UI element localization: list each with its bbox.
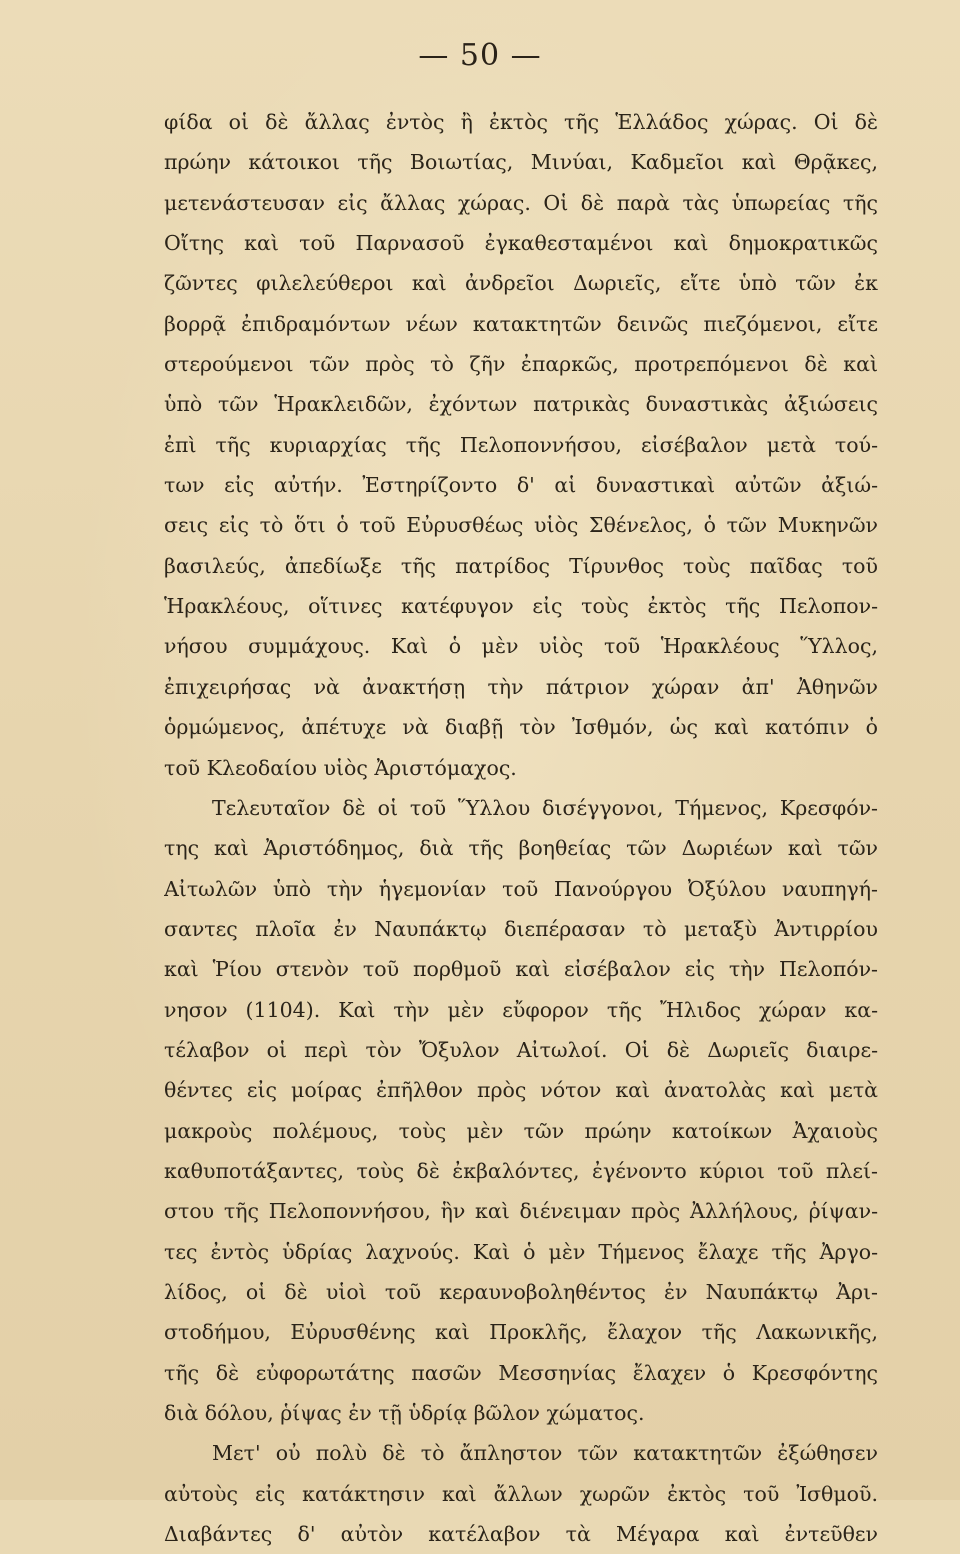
- text-line: τέλαβον οἱ περὶ τὸν Ὄξυλον Αἰτωλοί. Οἱ δὲ Δωριεῖς διαιρε-: [164, 1037, 878, 1062]
- text-line: Αἰτωλῶν ὑπὸ τὴν ἡγεμονίαν τοῦ Πανούργου Ὀξύλου ναυπηγή-: [164, 876, 878, 901]
- text-line: αὐτοὺς εἰς κατάκτησιν καὶ ἄλλων χωρῶν ἐκτὸς τοῦ Ἰσθμοῦ.: [164, 1481, 878, 1506]
- text-line: πρώην κάτοικοι τῆς Βοιωτίας, Μινύαι, Καδμεῖοι καὶ Θρᾷκες,: [164, 150, 878, 175]
- text-line: τῆς δὲ εὐφορωτάτης πασῶν Μεσσηνίας ἔλαχεν ὁ Κρεσφόντης: [164, 1360, 878, 1385]
- text-line: στου τῆς Πελοποννήσου, ἣν καὶ διένειμαν πρὸς Ἀλλήλους, ῥίψαν-: [164, 1199, 878, 1224]
- text-line: διὰ δόλου, ῥίψας ἐν τῇ ὑδρίᾳ βῶλον χώματος.: [164, 1401, 645, 1425]
- text-line: τοῦ Κλεοδαίου υἱὸς Ἀριστόμαχος.: [164, 755, 517, 780]
- text-line: ἐπιχειρήσας νὰ ἀνακτήσῃ τὴν πάτριον χώραν ἀπ' Ἀθηνῶν: [164, 674, 878, 699]
- text-line: φίδα οἱ δὲ ἄλλας ἐντὸς ἢ ἐκτὸς τῆς Ἑλλάδος χώρας. Οἱ δὲ: [164, 110, 878, 134]
- page-number: — 50 —: [418, 38, 542, 73]
- text-line: Διαβάντες δ' αὐτὸν κατέλαβον τὰ Μέγαρα καὶ ἐντεῦθεν: [164, 1522, 878, 1547]
- text-line: θέντες εἰς μοίρας ἐπῆλθον πρὸς νότον καὶ ἀνατολὰς καὶ μετὰ: [164, 1078, 878, 1103]
- text-line: τες ἐντὸς ὑδρίας λαχνούς. Καὶ ὁ μὲν Τήμενος ἔλαχε τῆς Ἀργο-: [164, 1239, 878, 1264]
- text-line: στοδήμου, Εὐρυσθένης καὶ Προκλῆς, ἔλαχον τῆς Λακωνικῆς,: [164, 1320, 878, 1345]
- text-line: Οἴτης καὶ τοῦ Παρνασοῦ ἐγκαθεσταμένοι καὶ δημοκρατικῶς: [164, 231, 878, 256]
- text-line: της καὶ Ἀριστόδημος, διὰ τῆς βοηθείας τῶν Δωριέων καὶ τῶν: [164, 836, 878, 861]
- text-line: των εἰς αὐτήν. Ἐστηρίζοντο δ' αἱ δυναστικαὶ αὐτῶν ἀξιώ-: [164, 473, 878, 498]
- text-line: μακροὺς πολέμους, τοὺς μὲν τῶν πρώην κατοίκων Ἀχαιοὺς: [164, 1118, 878, 1143]
- text-line: σαντες πλοῖα ἐν Ναυπάκτῳ διεπέρασαν τὸ μεταξὺ Ἀντιρρίου: [164, 916, 878, 941]
- text-line: βορρᾷ ἐπιδραμόντων νέων κατακτητῶν δεινῶς πιεζόμενοι, εἴτε: [164, 311, 878, 336]
- text-line: βασιλεύς, ἀπεδίωξε τῆς πατρίδος Τίρυνθος τοὺς παῖδας τοῦ: [164, 553, 878, 578]
- text-line: ὁρμώμενος, ἀπέτυχε νὰ διαβῇ τὸν Ἰσθμόν, ὡς καὶ κατόπιν ὁ: [164, 715, 878, 740]
- text-line: μετενάστευσαν εἰς ἄλλας χώρας. Οἱ δὲ παρὰ τὰς ὑπωρείας τῆς: [164, 190, 878, 215]
- text-line: στερούμενοι τῶν πρὸς τὸ ζῆν ἐπαρκῶς, προτρεπόμενοι δὲ καὶ: [164, 352, 878, 377]
- text-line: σεις εἰς τὸ ὅτι ὁ τοῦ Εὐρυσθέως υἱὸς Σθένελος, ὁ τῶν Μυκηνῶν: [164, 513, 878, 538]
- text-line: λίδος, οἱ δὲ υἱοὶ τοῦ κεραυνοβοληθέντος ἐν Ναυπάκτῳ Ἀρι-: [164, 1279, 878, 1304]
- text-line: καθυποτάξαντες, τοὺς δὲ ἐκβαλόντες, ἐγένοντο κύριοι τοῦ πλεί-: [164, 1158, 878, 1183]
- text-line: Μετ' οὐ πολὺ δὲ τὸ ἄπληστον τῶν κατακτητῶν ἐξώθησεν: [212, 1441, 878, 1466]
- text-line: Ἡρακλέους, οἵτινες κατέφυγον εἰς τοὺς ἐκτὸς τῆς Πελοπον-: [164, 594, 878, 619]
- text-line: νήσου συμμάχους. Καὶ ὁ μὲν υἱὸς τοῦ Ἡρακλέους Ὕλλος,: [164, 634, 878, 659]
- text-line: νησον (1104). Καὶ τὴν μὲν εὔφορον τῆς Ἤλιδος χώραν κα-: [164, 997, 878, 1022]
- text-line: ἐπὶ τῆς κυριαρχίας τῆς Πελοποννήσου, εἰσέβαλον μετὰ τού-: [164, 432, 878, 457]
- text-line: ζῶντες φιλελεύθεροι καὶ ἀνδρεῖοι Δωριεῖς, εἴτε ὑπὸ τῶν ἐκ: [164, 271, 878, 296]
- text-line: Τελευταῖον δὲ οἱ τοῦ Ὕλλου δισέγγονοι, Τήμενος, Κρεσφόν-: [212, 795, 878, 820]
- text-line: ὑπὸ τῶν Ἡρακλειδῶν, ἐχόντων πατρικὰς δυναστικὰς ἀξιώσεις: [164, 392, 878, 417]
- body-text: [164, 102, 878, 1554]
- text-line: καὶ Ῥίου στενὸν τοῦ πορθμοῦ καὶ εἰσέβαλον εἰς τὴν Πελοπόν-: [164, 957, 878, 982]
